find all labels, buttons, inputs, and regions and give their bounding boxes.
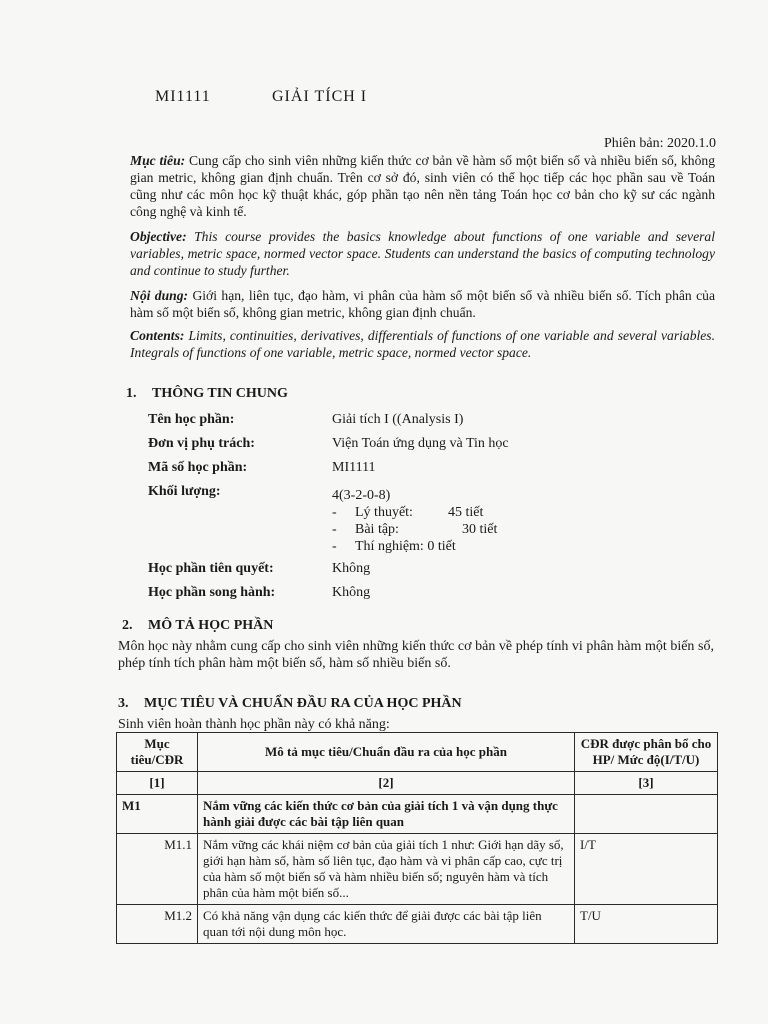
- header-cell-id: Mục tiêu/CĐR: [117, 733, 198, 772]
- section-1-number: 1.: [126, 386, 137, 401]
- outcomes-table: [116, 732, 718, 944]
- info-row: [0, 436, 768, 454]
- workload-value: 45 tiết: [448, 505, 484, 520]
- objective-vi-text: Cung cấp cho sinh viên những kiến thức cơ bản về hàm số một biến số và nhiều biến số, không gian metric, không gian định chuẩn. Trên cơ sở đó, sinh viên có thể học tiếp các học phần sau về Toán cũng như các môn học kỹ thuật khác, góp phần tạo nên nền tảng Toán học cơ bản cho kỹ sư các ngành công nghệ và kinh tế.: [130, 153, 715, 219]
- content-en-label: Contents:: [130, 328, 185, 343]
- objective-vi-label: Mục tiêu:: [130, 153, 186, 168]
- header-cell-level: CĐR được phân bổ cho HP/ Mức độ(I/T/U): [575, 733, 718, 772]
- section-2-text: Môn học này nhằm cung cấp cho sinh viên những kiến thức cơ bản về phép tính vi phân hàm một biến số, phép tính tích phân hàm một biến số, hàm số nhiều biến số.: [118, 639, 714, 671]
- content-vi-label: Nội dung:: [130, 288, 189, 303]
- objective-en-text: This course provides the basics knowledge about functions of one variable and several variables, metric space, normed vector space. Students can understand the basics of computing technology and continue to study further.: [130, 229, 715, 278]
- row-desc: Nắm vững các kiến thức cơ bản của giải tích 1 và vận dụng thực hành giải được các bài tập liên quan: [198, 795, 575, 834]
- content-en: [130, 327, 715, 361]
- info-key: Đơn vị phụ trách:: [148, 436, 255, 451]
- row-desc: Có khả năng vận dụng các kiến thức để giải được các bài tập liên quan tới nội dung môn học.: [198, 905, 575, 944]
- section-3-number: 3.: [118, 696, 129, 711]
- course-code: MI1111: [155, 88, 211, 105]
- info-key: Khối lượng:: [148, 484, 221, 499]
- workload-item: - Bài tập: 30 tiết: [332, 522, 498, 537]
- workload-item: - Thí nghiệm: 0 tiết: [332, 539, 456, 554]
- objective-en: [130, 228, 715, 279]
- section-3-intro: Sinh viên hoàn thành học phần này có khả năng:: [118, 717, 390, 732]
- info-row: [0, 561, 768, 579]
- section-3-heading: [118, 696, 462, 712]
- info-value: MI1111: [332, 460, 376, 475]
- index-cell: [3]: [575, 772, 718, 795]
- info-key: Học phần song hành:: [148, 585, 276, 600]
- section-3-title: MỤC TIÊU VÀ CHUẨN ĐẦU RA CỦA HỌC PHẦN: [144, 696, 462, 711]
- info-value: Giải tích I ((Analysis I): [332, 412, 464, 427]
- info-row: [0, 585, 768, 603]
- workload-value: 30 tiết: [462, 522, 498, 537]
- section-1-heading: [126, 386, 288, 402]
- row-level: T/U: [575, 905, 718, 944]
- section-2-title: MÔ TẢ HỌC PHẦN: [148, 618, 274, 633]
- table-row: [117, 834, 718, 905]
- index-cell: [1]: [117, 772, 198, 795]
- course-title: GIẢI TÍCH I: [272, 88, 368, 105]
- row-desc: Nắm vững các khái niệm cơ bản của giải tích 1 như: Giới hạn dãy số, giới hạn hàm số, hàm số liên tục, đạo hàm và vi phân cấp cao, cực trị của hàm số một biến số và hàm nhiều biến số; nguyên hàm và tích phân của hàm một biến số...: [198, 834, 575, 905]
- content-vi: [130, 287, 715, 321]
- workload-name: Thí nghiệm: 0 tiết: [355, 539, 456, 554]
- table-header-row: [117, 733, 718, 772]
- table-index-row: [117, 772, 718, 795]
- row-id: M1: [117, 795, 198, 834]
- info-value: Không: [332, 561, 371, 576]
- table-row: [117, 905, 718, 944]
- table-row: [117, 795, 718, 834]
- section-2-heading: [122, 618, 273, 634]
- info-row: [0, 484, 768, 502]
- info-key: Học phần tiên quyết:: [148, 561, 274, 576]
- row-level: I/T: [575, 834, 718, 905]
- section-2-number: 2.: [122, 618, 133, 633]
- workload-item: - Lý thuyết: 45 tiết: [332, 505, 484, 520]
- index-cell: [2]: [198, 772, 575, 795]
- info-value: Viện Toán ứng dụng và Tin học: [332, 436, 509, 451]
- workload-name: Lý thuyết:: [355, 505, 413, 520]
- info-key: Tên học phần:: [148, 412, 235, 427]
- info-value: Không: [332, 585, 371, 600]
- objective-vi: [130, 152, 715, 220]
- workload-name: Bài tập:: [355, 522, 399, 537]
- row-id: M1.1: [117, 834, 198, 905]
- row-id: M1.2: [117, 905, 198, 944]
- row-level: [575, 795, 718, 834]
- info-key: Mã số học phần:: [148, 460, 248, 475]
- content-en-text: Limits, continuities, derivatives, differentials of functions of one variable and several variables. Integrals of functions of one variable, metric space, normed vector space.: [130, 328, 715, 360]
- content-vi-text: Giới hạn, liên tục, đạo hàm, vi phân của hàm số một biến số và nhiều biến số. Tích phân của hàm số một biến số, không gian metric, không gian định chuẩn.: [130, 288, 715, 320]
- version-label: Phiên bản: 2020.1.0: [604, 136, 716, 151]
- info-row: [0, 460, 768, 478]
- info-value: 4(3-2-0-8): [332, 488, 391, 503]
- section-1-title: THÔNG TIN CHUNG: [152, 386, 288, 401]
- info-row: [0, 412, 768, 430]
- objective-en-label: Objective:: [130, 229, 187, 244]
- header-cell-desc: Mô tả mục tiêu/Chuẩn đầu ra của học phần: [198, 733, 575, 772]
